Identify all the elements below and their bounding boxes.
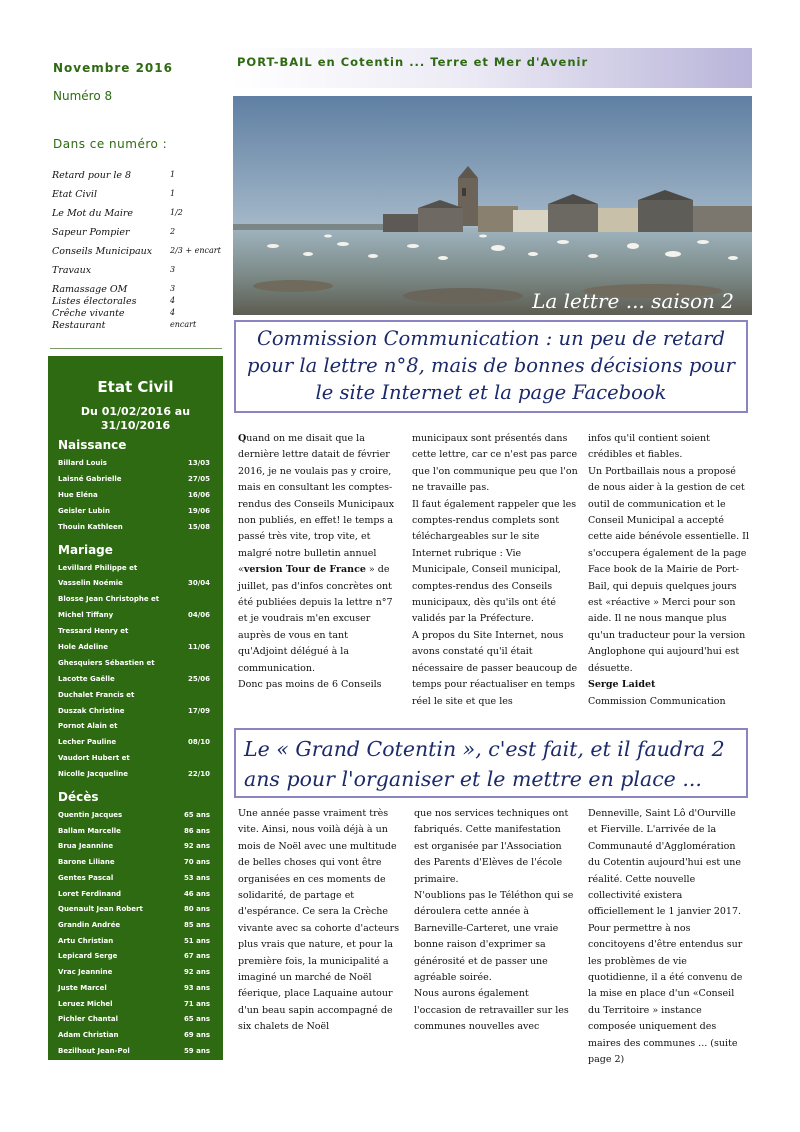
- entry-date: 22/10: [187, 770, 210, 778]
- toc-page: 1: [170, 189, 176, 198]
- toc-item: [52, 320, 222, 332]
- etat-civil-entry: [58, 937, 216, 952]
- etat-civil-entry: [58, 659, 216, 674]
- photo-caption: La lettre ... saison 2: [532, 289, 734, 313]
- toc-item: [52, 246, 222, 265]
- entry-date: 59 ans: [183, 1047, 210, 1055]
- entry-date: 65 ans: [183, 811, 210, 819]
- entry-date: 80 ans: [183, 905, 210, 913]
- entry-date: 04/06: [187, 611, 210, 619]
- article1-signature: Serge Laidet: [588, 679, 656, 691]
- entry-name: Levillard Philippe et: [58, 564, 138, 572]
- article1-text: A propos du Site Internet, nous avons constaté qu'il était nécessaire de passer beaucoup de temps pour réactualiser en temps réel le site et que les: [412, 629, 578, 707]
- article2-text: Denneville, Saint Lô d'Ourville et Fierville. L'arrivée de la Communauté d'Agglomération du Cotentin aujourd'hui est une réalité. Cette nouvelle collectivité existera officiellement le 1 janvier 2017. Pour permettre à nos concitoyens d'être entendus sur les problèmes de vie quotidienne, il a été convenu de la mise en place d'un «Conseil du Territoire » instance composée uniquement des maires des communes ... (suite page 2): [588, 808, 743, 1066]
- entry-name: Michel Tiffany: [58, 611, 114, 619]
- entry-name: Grandin Andrée: [58, 921, 121, 929]
- etat-civil-entry: [58, 842, 216, 857]
- etat-civil-entry: [58, 890, 216, 905]
- entry-date: 15/08: [187, 523, 210, 531]
- etat-civil-entry: [58, 952, 216, 967]
- sidebar-divider: [50, 348, 222, 349]
- entry-date: 65 ans: [183, 1015, 210, 1023]
- etat-civil-entry: [58, 459, 216, 474]
- entry-name: Ghesquiers Sébastien et: [58, 659, 155, 667]
- etat-civil-entry: [58, 579, 216, 594]
- article2-text: que nos services techniques ont fabriqués. Cette manifestation est organisée par l'Association des Parents d'Elèves de l'école primaire.: [414, 808, 569, 885]
- etat-civil-entry: [58, 858, 216, 873]
- etat-civil-entry: [58, 1031, 216, 1046]
- toc-label: Restaurant: [52, 320, 106, 331]
- etat-civil-entry: [58, 595, 216, 610]
- entry-date: 25/06: [187, 675, 210, 683]
- etat-civil-section-heading: Décès: [58, 790, 99, 805]
- article1-text: » de juillet, pas d'infos concrètes ont été publiées depuis la lettre n°7 et je voudrais m'en excuser auprès de vous en tant qu'Adjoint délégué à la communication.: [238, 564, 393, 674]
- entry-name: Vrac Jeannine: [58, 968, 113, 976]
- toc-label: Listes électorales: [52, 296, 137, 307]
- entry-name: Artu Christian: [58, 937, 114, 945]
- article2-headline: Le « Grand Cotentin », c'est fait, et il faudra 2 ans pour l'organiser et le mettre en place ...: [234, 728, 748, 798]
- etat-civil-entry: [58, 874, 216, 889]
- article1-text: Il faut également rappeler que les comptes-rendus complets sont téléchargeables sur le site Internet rubrique : Vie Municipale, Conseil municipal, comptes-rendus des Conseils municipaux, dès qu'ils ont été validés par la Préfecture.: [412, 498, 577, 625]
- toc-item: [52, 296, 222, 308]
- entry-name: Ballam Marcelle: [58, 827, 121, 835]
- etat-civil-entry: [58, 754, 216, 769]
- entry-name: Billard Louis: [58, 459, 107, 467]
- etat-civil-entry: [58, 984, 216, 999]
- entry-name: Bezilhout Jean-Pol: [58, 1047, 130, 1055]
- issue-number: Numéro 8: [53, 89, 113, 103]
- entry-name: Lecher Pauline: [58, 738, 117, 746]
- etat-civil-title: Etat Civil: [97, 378, 174, 396]
- toc-label: Etat Civil: [52, 189, 98, 200]
- article1-text: infos qu'il contient soient crédibles et fiables.: [588, 433, 710, 461]
- toc-label: Conseils Municipaux: [52, 246, 153, 257]
- etat-civil-panel: [48, 356, 223, 1060]
- etat-civil-entry: [58, 707, 216, 722]
- entry-name: Hue Eléna: [58, 491, 98, 499]
- drop-cap: Q: [238, 433, 247, 444]
- entry-date: 86 ans: [183, 827, 210, 835]
- etat-civil-entry: [58, 564, 216, 579]
- toc-page: 3: [170, 265, 176, 274]
- article2-column-3: [588, 806, 748, 1069]
- entry-date: 93 ans: [183, 984, 210, 992]
- entry-date: 46 ans: [183, 890, 210, 898]
- etat-civil-entry: [58, 691, 216, 706]
- entry-name: Blosse Jean Christophe et: [58, 595, 160, 603]
- toc-item: [52, 227, 222, 246]
- entry-name: Vaudort Hubert et: [58, 754, 130, 762]
- masthead-banner: [232, 48, 752, 88]
- entry-name: Thouin Kathleen: [58, 523, 123, 531]
- toc-page: 3: [170, 284, 176, 293]
- etat-civil-entry: [58, 627, 216, 642]
- entry-name: Pornot Alain et: [58, 722, 118, 730]
- etat-civil-entry: [58, 921, 216, 936]
- etat-civil-entry: [58, 1047, 216, 1062]
- toc-page: 4: [170, 308, 176, 317]
- etat-civil-entry: [58, 523, 216, 538]
- entry-name: Tressard Henry et: [58, 627, 129, 635]
- entry-date: 71 ans: [183, 1000, 210, 1008]
- article1-column-3: [588, 431, 750, 710]
- entry-date: 17/09: [187, 707, 210, 715]
- entry-name: Loret Ferdinand: [58, 890, 122, 898]
- etat-civil-entry: [58, 905, 216, 920]
- entry-name: Lepicard Serge: [58, 952, 118, 960]
- etat-civil-entry: [58, 770, 216, 785]
- article1-text-bold: version Tour de France: [243, 564, 366, 576]
- etat-civil-entry: [58, 1015, 216, 1030]
- etat-civil-entry: [58, 827, 216, 842]
- toc-label: Retard pour le 8: [52, 170, 132, 181]
- issue-date: Novembre 2016: [53, 61, 173, 75]
- entry-name: Juste Marcel: [58, 984, 107, 992]
- toc-item: [52, 284, 222, 296]
- toc-page: 1: [170, 170, 176, 179]
- entry-name: Barone Liliane: [58, 858, 115, 866]
- entry-name: Gentes Pascal: [58, 874, 114, 882]
- toc-page: 2/3 + encart: [170, 246, 221, 255]
- article2-column-1: [238, 806, 400, 1036]
- entry-date: 92 ans: [183, 968, 210, 976]
- etat-civil-entry: [58, 643, 216, 658]
- toc-item: [52, 208, 222, 227]
- entry-name: Quentin Jacques: [58, 811, 123, 819]
- etat-civil-entry: [58, 475, 216, 490]
- entry-date: 51 ans: [183, 937, 210, 945]
- entry-name: Brua Jeannine: [58, 842, 114, 850]
- article1-text: uand on me disait que la dernière lettre datait de février 2016, je ne voulais pas y croire, mais en consultant les comptes-rendus des Conseils Municipaux non publiés, en effet! le temps a passé très vite, trop vite, et malgré notre bulletin annuel «: [238, 433, 395, 576]
- masthead-title: PORT-BAIL en Cotentin ... Terre et Mer d'Avenir: [237, 55, 589, 69]
- article1-signature-role: Commission Communication: [588, 695, 726, 707]
- etat-civil-entry: [58, 968, 216, 983]
- etat-civil-entry: [58, 722, 216, 737]
- etat-civil-period: Du 01/02/2016 au 31/10/2016: [80, 405, 191, 432]
- etat-civil-section-heading: Naissance: [58, 438, 127, 452]
- toc-page: 1/2: [170, 208, 183, 217]
- entry-date: 27/05: [187, 475, 210, 483]
- entry-name: Vasselin Noémie: [58, 579, 123, 587]
- article2-text: Une année passe vraiment très vite. Ainsi, nous voilà déjà à un mois de Noël avec une multitude de belles choses qui vont être organisées en ces moments de solidarité, de partage et d'espérance. Ce sera la Crèche vivante avec sa cohorte d'acteurs plus vrais que nature, et pour la première fois, la municipalité a imaginé un marché de Noël féerique, place Laquaine autour d'un beau sapin accompagné de six chalets de Noël: [238, 808, 400, 1033]
- etat-civil-entry: [58, 1000, 216, 1015]
- toc-page: 4: [170, 296, 176, 305]
- entry-date: 70 ans: [183, 858, 210, 866]
- entry-date: 85 ans: [183, 921, 210, 929]
- article1-column-1: [238, 431, 396, 694]
- entry-date: 13/03: [187, 459, 210, 467]
- article2-column-2: [414, 806, 576, 1036]
- entry-date: 67 ans: [183, 952, 210, 960]
- entry-name: Duszak Christine: [58, 707, 125, 715]
- etat-civil-section-heading: Mariage: [58, 542, 113, 557]
- entry-name: Nicolle Jacqueline: [58, 770, 128, 778]
- article1-text: municipaux sont présentés dans cette lettre, car ce n'est pas parce que l'on communique peu que l'on ne travaille pas.: [412, 433, 578, 494]
- entry-name: Laisné Gabrielle: [58, 475, 122, 483]
- etat-civil-entry: [58, 611, 216, 626]
- article1-column-2: [412, 431, 578, 710]
- entry-date: 19/06: [187, 507, 210, 515]
- article2-text: N'oublions pas le Téléthon qui se déroulera cette année à Barneville-Carteret, une vraie bonne raison d'exprimer sa générosité et de passer une agréable soirée.: [414, 890, 574, 984]
- etat-civil-entry: [58, 675, 216, 690]
- etat-civil-entry: [58, 491, 216, 506]
- harbor-photo-image: [233, 96, 752, 315]
- entry-name: Duchalet Francis et: [58, 691, 135, 699]
- entry-name: Pichler Chantal: [58, 1015, 118, 1023]
- toc-item: [52, 189, 222, 208]
- toc-heading: Dans ce numéro :: [53, 137, 168, 151]
- etat-civil-entry: [58, 738, 216, 753]
- article2-text: Nous aurons également l'occasion de retravailler sur les communes nouvelles avec: [414, 988, 569, 1033]
- entry-name: Hole Adeline: [58, 643, 108, 651]
- entry-name: Geisler Lubin: [58, 507, 110, 515]
- article1-text: Donc pas moins de 6 Conseils: [238, 679, 382, 691]
- toc-page: encart: [170, 320, 197, 329]
- entry-date: 08/10: [187, 738, 210, 746]
- entry-name: Leruez Michel: [58, 1000, 113, 1008]
- entry-date: 30/04: [187, 579, 210, 587]
- article1-text: Un Portbaillais nous a proposé de nous aider à la gestion de cet outil de communication et le Conseil Municipal a accepté cette aide bénévole essentielle. Il s'occupera également de la page Face book de la Mairie de Port-Bail, qui depuis quelques jours est «réactive » Merci pour son aide. Il ne nous manque plus qu'un traducteur pour la version Anglophone qui aujourd'hui est désuette.: [588, 465, 749, 674]
- entry-date: 16/06: [187, 491, 210, 499]
- entry-date: 92 ans: [183, 842, 210, 850]
- entry-date: 53 ans: [183, 874, 210, 882]
- toc-label: Ramassage OM: [52, 284, 128, 295]
- entry-date: 11/06: [187, 643, 210, 651]
- toc-item: [52, 308, 222, 320]
- etat-civil-entry: [58, 507, 216, 522]
- harbor-photo: [233, 96, 752, 315]
- toc-item: [52, 170, 222, 189]
- toc-page: 2: [170, 227, 176, 236]
- table-of-contents: [52, 170, 222, 332]
- article1-headline: Commission Communication : un peu de retard pour la lettre n°8, mais de bonnes décisions pour le site Internet et la page Facebook: [234, 320, 748, 413]
- toc-label: Crêche vivante: [52, 308, 125, 319]
- toc-label: Sapeur Pompier: [52, 227, 130, 238]
- entry-name: Quenault Jean Robert: [58, 905, 143, 913]
- etat-civil-entry: [58, 811, 216, 826]
- toc-label: Le Mot du Maire: [52, 208, 134, 219]
- entry-name: Adam Christian: [58, 1031, 119, 1039]
- entry-date: 69 ans: [183, 1031, 210, 1039]
- entry-name: Lacotte Gaëlle: [58, 675, 115, 683]
- toc-item: [52, 265, 222, 284]
- toc-label: Travaux: [52, 265, 92, 276]
